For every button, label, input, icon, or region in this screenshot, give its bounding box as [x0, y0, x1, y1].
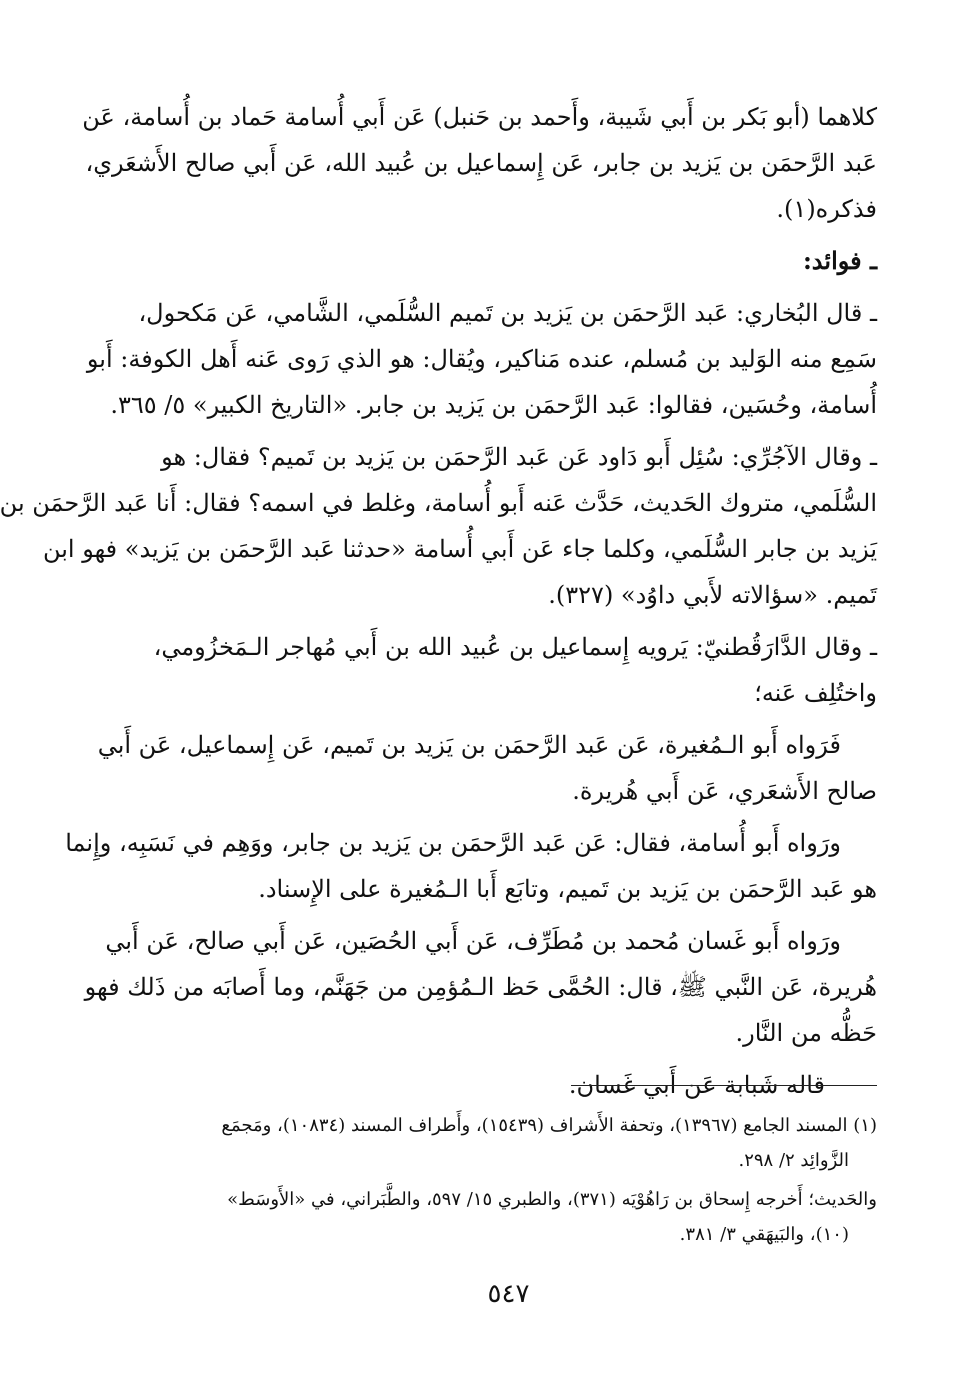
text-line: تَميم. «سؤالاته لأَبي داوُد» (٣٢٧).	[548, 581, 877, 609]
text-line: واختُلِف عَنه؛	[754, 679, 877, 707]
paragraph-abu-usama	[65, 820, 877, 912]
paragraph-bukhari	[86, 290, 877, 428]
text-line: ـ قال البُخاري: عَبد الرَّحمَن بن يَزيد بن تَميم السُّلَمي، الشَّامي، عَن مَكحول،	[138, 299, 877, 327]
paragraph-abu-ghassan	[84, 918, 877, 1056]
footnote-line: والحَديث؛ أَخرجه إِسحاق بن رَاهُوْيَه (٣٧١)، والطبري ١٥/ ٥٩٧، والطَّبَراني، في «الأَوسَط»	[227, 1189, 877, 1210]
footnote-divider	[571, 1085, 877, 1086]
text-line: ورَواه أَبو غَسان مُحمد بن مُطَرِّف، عَن أَبي الحُصَين، عَن أَبي صالح، عَن أَبي	[105, 927, 841, 955]
text-line: ـ وقال الآجُرِّي: سُئِل أَبو دَاود عَن عَبد الرَّحمَن بن يَزيد بن تَميم؟ فقال: هو	[161, 443, 877, 471]
footnote-1	[138, 1108, 877, 1178]
text-line: يَزيد بن جابر السُّلَمي، وكلما جاء عَن أَبي أُسامة «حدثنا عَبد الرَّحمَن بن يَزيد» فهو ابن	[42, 535, 877, 563]
text-line: ـ وقال الدَّارَقُطنيّ: يَرويه إِسماعيل بن عُبيد الله بن أَبي مُهاجر الـمَخزُومي،	[153, 633, 877, 661]
footnotes	[138, 1108, 877, 1252]
footnote-line: (١) المسند الجامع (١٣٩٦٧)، وتحفة الأَشراف (١٥٤٣٩)، وأَطراف المسند (١٠٨٣٤)، ومَجمَع	[221, 1115, 877, 1136]
text-line: هُريرة، عَن النَّبي ﷺ، قال: الحُمَّى حَظ الـمُؤمِن من جَهَنَّم، وما أَصابَه من ذَلك فهو	[84, 973, 877, 1001]
text-line: أُسامة، وحُسَين، فقالوا: عَبد الرَّحمَن بن يَزيد بن جابر. «التاريخ الكبير» ٥/ ٣٦٥.	[110, 391, 877, 419]
paragraph-ajurri	[0, 434, 877, 618]
paragraph-daraqutni	[138, 624, 877, 716]
text-line: فذكره(١).	[776, 195, 877, 223]
text-line: فَرَواه أَبو الـمُغيرة، عَن عَبد الرَّحمَن بن يَزيد بن تَميم، عَن إِسماعيل، عَن أَبي	[97, 731, 841, 759]
paragraph-shababa: قاله شَبابة عَن أَبي غَسان.	[568, 1071, 825, 1099]
text-line: سَمِع منه الوَليد بن مُسلم، عنده مَناكير، ويُقال: هو الذي رَوى عَنه أَهل الكوفة: أَبو	[86, 345, 877, 373]
fawaid-heading: ـ فوائد:	[802, 246, 877, 275]
text-line: السُّلَمي، متروك الحَديث، حَدَّث عَنه أَبو أُسامة، وغلط في اسمه؟ فقال: أَنا عَبد الرَّحمَن بن	[0, 489, 877, 517]
footnote-hadith-sources	[138, 1182, 877, 1252]
footnote-line: (١٠)، والبَيهَقي ٣/ ٣٨١.	[679, 1224, 849, 1245]
text-line: حَظُّه من النَّار.	[735, 1019, 877, 1047]
main-text	[0, 94, 877, 1108]
text-line: هو عَبد الرَّحمَن بن يَزيد بن تَميم، وتابَع أَبا الـمُغيرة على الإِسناد.	[258, 875, 877, 903]
text-line: عَبد الرَّحمَن بن يَزيد بن جابر، عَن إِسماعيل بن عُبيد الله، عَن أَبي صالح الأَشعَري،	[85, 149, 877, 177]
paragraph-abu-mughira	[97, 722, 877, 814]
paragraph-1	[82, 94, 877, 232]
text-line: صالح الأَشعَري، عَن أَبي هُريرة.	[572, 777, 877, 805]
page-number: ٥٤٧	[487, 1279, 530, 1309]
footnote-line: الزَّوائِد ٢/ ٢٩٨.	[738, 1150, 849, 1171]
text-line: ورَواه أَبو أُسامة، فقال: عَن عَبد الرَّحمَن بن يَزيد بن جابر، ووَهِم في نَسَبِه، وإِنما	[65, 829, 841, 857]
text-line: كلاهما (أبو بَكر بن أَبي شَيبة، وأَحمد بن حَنبل) عَن أَبي أُسامة حَماد بن أُسامة، عَن	[82, 103, 877, 131]
